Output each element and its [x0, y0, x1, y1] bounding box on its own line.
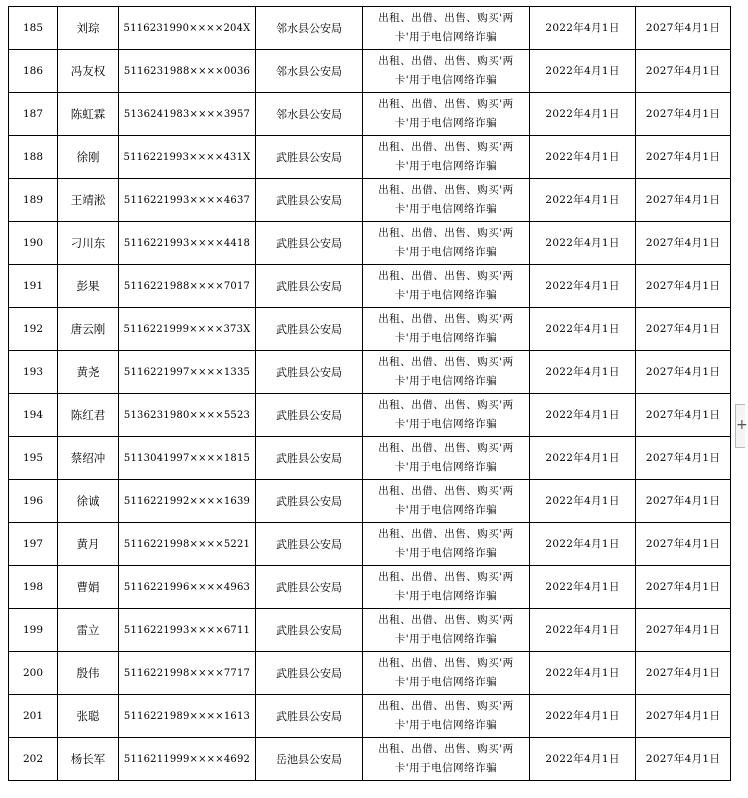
- start-date-cell: 2022年4月1日: [530, 394, 636, 437]
- issuing-authority-cell: 武胜县公安局: [256, 566, 363, 609]
- person-name-cell: 唐云刚: [58, 308, 119, 351]
- start-date-cell: 2022年4月1日: [530, 179, 636, 222]
- start-date-cell: 2022年4月1日: [530, 93, 636, 136]
- violation-reason-cell: [363, 351, 530, 394]
- row-number-cell: 197: [9, 523, 58, 566]
- end-date-cell: 2027年4月1日: [636, 394, 731, 437]
- document-page: [8, 6, 731, 781]
- table-row: [9, 308, 731, 351]
- violation-reason-cell: [363, 179, 530, 222]
- violation-reason-cell: [363, 50, 530, 93]
- person-name-cell: 曹娟: [58, 566, 119, 609]
- issuing-authority-cell: 武胜县公安局: [256, 394, 363, 437]
- table-body: [9, 7, 731, 781]
- table-row: [9, 50, 731, 93]
- violation-reason-cell: [363, 652, 530, 695]
- end-date-cell: 2027年4月1日: [636, 652, 731, 695]
- row-number-cell: 201: [9, 695, 58, 738]
- reason-line-2: 卡'用于电信网络诈骗: [394, 719, 498, 731]
- issuing-authority-cell: 武胜县公安局: [256, 351, 363, 394]
- reason-line-1: 出租、出借、出售、购买'两: [378, 614, 514, 626]
- reason-line-1: 出租、出借、出售、购买'两: [378, 184, 514, 196]
- person-name-cell: 陈虹霖: [58, 93, 119, 136]
- start-date-cell: 2022年4月1日: [530, 609, 636, 652]
- person-name-cell: 彭果: [58, 265, 119, 308]
- end-date-cell: 2027年4月1日: [636, 437, 731, 480]
- start-date-cell: 2022年4月1日: [530, 351, 636, 394]
- violation-reason-cell: [363, 437, 530, 480]
- person-name-cell: 雷立: [58, 609, 119, 652]
- row-number-cell: 194: [9, 394, 58, 437]
- id-number-cell: 5116211999××××4692: [119, 738, 256, 781]
- table-row: [9, 394, 731, 437]
- end-date-cell: 2027年4月1日: [636, 523, 731, 566]
- reason-line-1: 出租、出借、出售、购买'两: [378, 98, 514, 110]
- reason-line-1: 出租、出借、出售、购买'两: [378, 313, 514, 325]
- id-number-cell: 5136241983××××3957: [119, 93, 256, 136]
- end-date-cell: 2027年4月1日: [636, 351, 731, 394]
- table-row: [9, 523, 731, 566]
- issuing-authority-cell: 武胜县公安局: [256, 480, 363, 523]
- row-number-cell: 202: [9, 738, 58, 781]
- end-date-cell: 2027年4月1日: [636, 136, 731, 179]
- id-number-cell: 5116221993××××6711: [119, 609, 256, 652]
- reason-line-1: 出租、出借、出售、购买'两: [378, 399, 514, 411]
- row-number-cell: 199: [9, 609, 58, 652]
- id-number-cell: 5116221989××××1613: [119, 695, 256, 738]
- person-name-cell: 王靖淞: [58, 179, 119, 222]
- end-date-cell: 2027年4月1日: [636, 222, 731, 265]
- violation-reason-cell: [363, 566, 530, 609]
- reason-line-2: 卡'用于电信网络诈骗: [394, 504, 498, 516]
- violation-reason-cell: [363, 308, 530, 351]
- reason-line-2: 卡'用于电信网络诈骗: [394, 762, 498, 774]
- person-name-cell: 刁川东: [58, 222, 119, 265]
- reason-line-2: 卡'用于电信网络诈骗: [394, 461, 498, 473]
- id-number-cell: 5116221988××××7017: [119, 265, 256, 308]
- start-date-cell: 2022年4月1日: [530, 566, 636, 609]
- violation-reason-cell: [363, 738, 530, 781]
- start-date-cell: 2022年4月1日: [530, 308, 636, 351]
- violation-reason-cell: [363, 523, 530, 566]
- issuing-authority-cell: 武胜县公安局: [256, 222, 363, 265]
- reason-line-2: 卡'用于电信网络诈骗: [394, 590, 498, 602]
- start-date-cell: 2022年4月1日: [530, 136, 636, 179]
- reason-line-2: 卡'用于电信网络诈骗: [394, 289, 498, 301]
- end-date-cell: 2027年4月1日: [636, 50, 731, 93]
- start-date-cell: 2022年4月1日: [530, 7, 636, 50]
- reason-line-1: 出租、出借、出售、购买'两: [378, 657, 514, 669]
- reason-line-1: 出租、出借、出售、购买'两: [378, 227, 514, 239]
- table-row: [9, 437, 731, 480]
- person-name-cell: 黄月: [58, 523, 119, 566]
- id-number-cell: 5116221998××××5221: [119, 523, 256, 566]
- person-name-cell: 徐诚: [58, 480, 119, 523]
- row-number-cell: 189: [9, 179, 58, 222]
- violation-reason-cell: [363, 609, 530, 652]
- row-number-cell: 185: [9, 7, 58, 50]
- id-number-cell: 5116221997××××1335: [119, 351, 256, 394]
- reason-line-1: 出租、出借、出售、购买'两: [378, 356, 514, 368]
- table-row: [9, 222, 731, 265]
- person-name-cell: 黄尧: [58, 351, 119, 394]
- person-name-cell: 徐刚: [58, 136, 119, 179]
- issuing-authority-cell: 武胜县公安局: [256, 136, 363, 179]
- reason-line-1: 出租、出借、出售、购买'两: [378, 528, 514, 540]
- issuing-authority-cell: 岳池县公安局: [256, 738, 363, 781]
- reason-line-1: 出租、出借、出售、购买'两: [378, 141, 514, 153]
- person-name-cell: 冯友权: [58, 50, 119, 93]
- side-expand-tab[interactable]: [735, 404, 748, 448]
- end-date-cell: 2027年4月1日: [636, 738, 731, 781]
- table-row: [9, 265, 731, 308]
- issuing-authority-cell: 武胜县公安局: [256, 652, 363, 695]
- start-date-cell: 2022年4月1日: [530, 222, 636, 265]
- end-date-cell: 2027年4月1日: [636, 609, 731, 652]
- violation-reason-cell: [363, 265, 530, 308]
- table-row: [9, 695, 731, 738]
- reason-line-1: 出租、出借、出售、购买'两: [378, 485, 514, 497]
- table-row: [9, 136, 731, 179]
- start-date-cell: 2022年4月1日: [530, 50, 636, 93]
- end-date-cell: 2027年4月1日: [636, 179, 731, 222]
- reason-line-2: 卡'用于电信网络诈骗: [394, 203, 498, 215]
- end-date-cell: 2027年4月1日: [636, 566, 731, 609]
- table-row: [9, 7, 731, 50]
- id-number-cell: 5113041997××××1815: [119, 437, 256, 480]
- table-row: [9, 566, 731, 609]
- end-date-cell: 2027年4月1日: [636, 93, 731, 136]
- issuing-authority-cell: 武胜县公安局: [256, 308, 363, 351]
- reason-line-2: 卡'用于电信网络诈骗: [394, 332, 498, 344]
- id-number-cell: 5116231990××××204X: [119, 7, 256, 50]
- id-number-cell: 5116221998××××7717: [119, 652, 256, 695]
- row-number-cell: 190: [9, 222, 58, 265]
- table-row: [9, 93, 731, 136]
- violation-reason-cell: [363, 394, 530, 437]
- person-name-cell: 蔡绍冲: [58, 437, 119, 480]
- id-number-cell: 5116231988××××0036: [119, 50, 256, 93]
- id-number-cell: 5116221996××××4963: [119, 566, 256, 609]
- reason-line-1: 出租、出借、出售、购买'两: [378, 55, 514, 67]
- table-row: [9, 652, 731, 695]
- id-number-cell: 5116221992××××1639: [119, 480, 256, 523]
- reason-line-2: 卡'用于电信网络诈骗: [394, 676, 498, 688]
- table-row: [9, 179, 731, 222]
- start-date-cell: 2022年4月1日: [530, 738, 636, 781]
- issuing-authority-cell: 武胜县公安局: [256, 523, 363, 566]
- table-row: [9, 480, 731, 523]
- start-date-cell: 2022年4月1日: [530, 437, 636, 480]
- reason-line-2: 卡'用于电信网络诈骗: [394, 375, 498, 387]
- reason-line-2: 卡'用于电信网络诈骗: [394, 418, 498, 430]
- reason-line-2: 卡'用于电信网络诈骗: [394, 547, 498, 559]
- start-date-cell: 2022年4月1日: [530, 523, 636, 566]
- row-number-cell: 191: [9, 265, 58, 308]
- start-date-cell: 2022年4月1日: [530, 695, 636, 738]
- person-name-cell: 陈红君: [58, 394, 119, 437]
- issuing-authority-cell: 武胜县公安局: [256, 265, 363, 308]
- table-row: [9, 609, 731, 652]
- reason-line-1: 出租、出借、出售、购买'两: [378, 270, 514, 282]
- blacklist-table: [8, 6, 731, 781]
- row-number-cell: 198: [9, 566, 58, 609]
- person-name-cell: 殷伟: [58, 652, 119, 695]
- reason-line-1: 出租、出借、出售、购买'两: [378, 700, 514, 712]
- id-number-cell: 5136231980××××5523: [119, 394, 256, 437]
- row-number-cell: 195: [9, 437, 58, 480]
- row-number-cell: 186: [9, 50, 58, 93]
- issuing-authority-cell: 武胜县公安局: [256, 179, 363, 222]
- reason-line-1: 出租、出借、出售、购买'两: [378, 743, 514, 755]
- end-date-cell: 2027年4月1日: [636, 7, 731, 50]
- reason-line-1: 出租、出借、出售、购买'两: [378, 571, 514, 583]
- reason-line-1: 出租、出借、出售、购买'两: [378, 12, 514, 24]
- row-number-cell: 200: [9, 652, 58, 695]
- reason-line-2: 卡'用于电信网络诈骗: [394, 74, 498, 86]
- person-name-cell: 刘琮: [58, 7, 119, 50]
- start-date-cell: 2022年4月1日: [530, 265, 636, 308]
- violation-reason-cell: [363, 93, 530, 136]
- row-number-cell: 196: [9, 480, 58, 523]
- reason-line-2: 卡'用于电信网络诈骗: [394, 633, 498, 645]
- person-name-cell: 杨长军: [58, 738, 119, 781]
- reason-line-2: 卡'用于电信网络诈骗: [394, 31, 498, 43]
- plus-icon: +: [736, 417, 748, 433]
- row-number-cell: 192: [9, 308, 58, 351]
- end-date-cell: 2027年4月1日: [636, 480, 731, 523]
- table-row: [9, 738, 731, 781]
- reason-line-2: 卡'用于电信网络诈骗: [394, 246, 498, 258]
- issuing-authority-cell: 武胜县公安局: [256, 609, 363, 652]
- violation-reason-cell: [363, 136, 530, 179]
- person-name-cell: 张聪: [58, 695, 119, 738]
- row-number-cell: 193: [9, 351, 58, 394]
- end-date-cell: 2027年4月1日: [636, 265, 731, 308]
- start-date-cell: 2022年4月1日: [530, 652, 636, 695]
- violation-reason-cell: [363, 222, 530, 265]
- id-number-cell: 5116221993××××4418: [119, 222, 256, 265]
- end-date-cell: 2027年4月1日: [636, 308, 731, 351]
- reason-line-2: 卡'用于电信网络诈骗: [394, 117, 498, 129]
- violation-reason-cell: [363, 695, 530, 738]
- issuing-authority-cell: 武胜县公安局: [256, 695, 363, 738]
- end-date-cell: 2027年4月1日: [636, 695, 731, 738]
- issuing-authority-cell: 邻水县公安局: [256, 93, 363, 136]
- start-date-cell: 2022年4月1日: [530, 480, 636, 523]
- id-number-cell: 5116221993××××4637: [119, 179, 256, 222]
- id-number-cell: 5116221993××××431X: [119, 136, 256, 179]
- id-number-cell: 5116221999××××373X: [119, 308, 256, 351]
- row-number-cell: 187: [9, 93, 58, 136]
- issuing-authority-cell: 邻水县公安局: [256, 50, 363, 93]
- violation-reason-cell: [363, 7, 530, 50]
- table-row: [9, 351, 731, 394]
- row-number-cell: 188: [9, 136, 58, 179]
- issuing-authority-cell: 邻水县公安局: [256, 7, 363, 50]
- reason-line-1: 出租、出借、出售、购买'两: [378, 442, 514, 454]
- issuing-authority-cell: 武胜县公安局: [256, 437, 363, 480]
- violation-reason-cell: [363, 480, 530, 523]
- reason-line-2: 卡'用于电信网络诈骗: [394, 160, 498, 172]
